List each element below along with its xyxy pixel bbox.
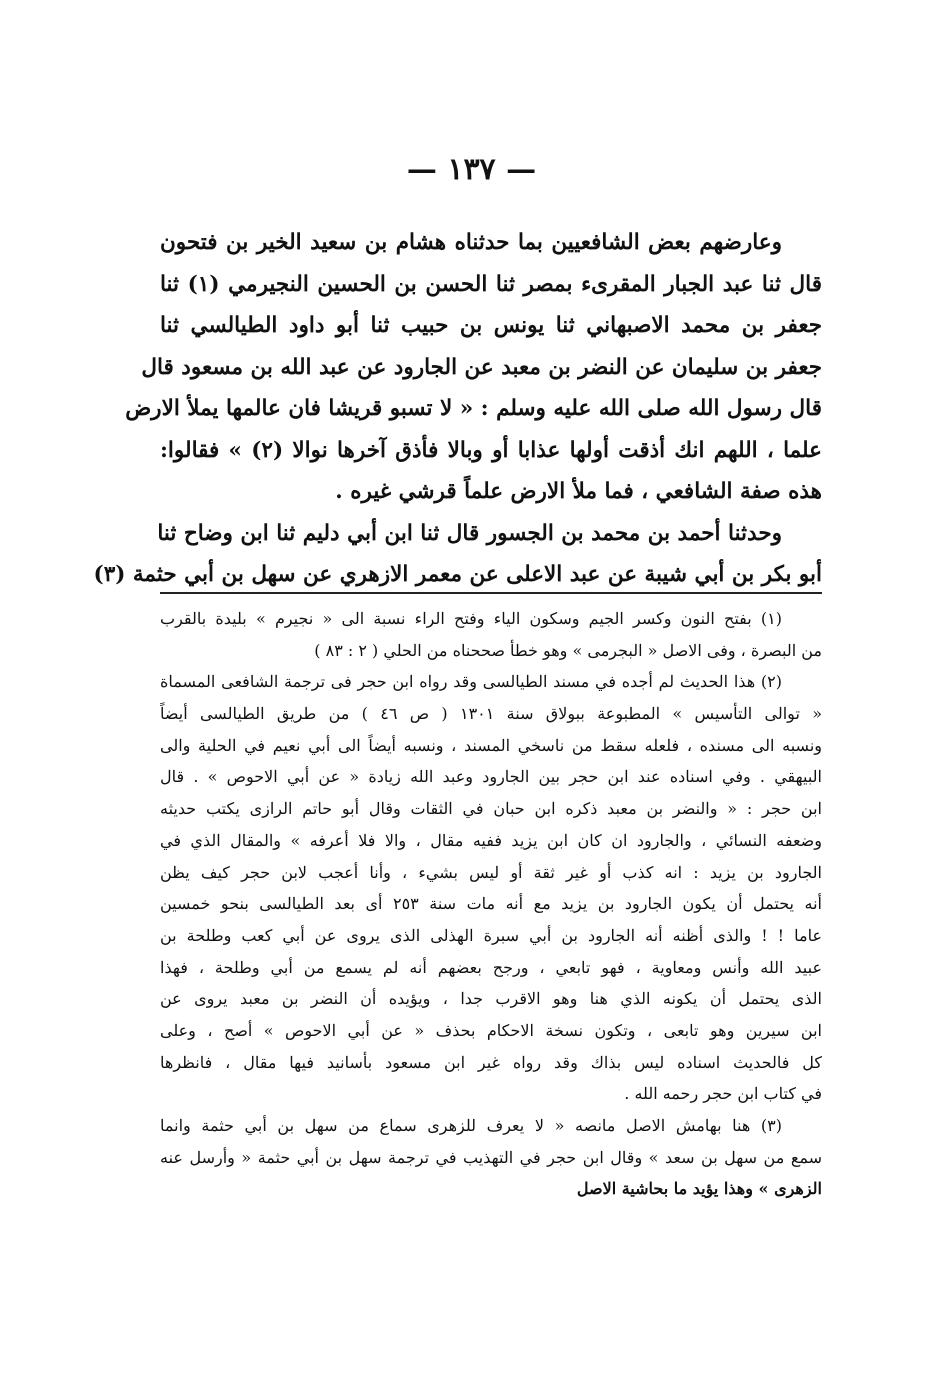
main-text-line: وحدثنا أحمد بن محمد بن الجسور قال ثنا ابن أبي دليم ثنا ابن وضاح ثنا xyxy=(157,520,782,546)
main-text-line: علما ، اللهم انك أذقت أولها عذابا أو وبالا فأذق آخرها نوالا (٢) » فقالوا: xyxy=(160,437,823,463)
footnote-line: الذى يحتمل أن يكونه الذي هنا وهو الاقرب جدا ، ويؤيده أن النضر بن معبد يروى عن xyxy=(160,989,822,1009)
main-text-line: قال رسول الله صلى الله عليه وسلم : « لا تسبو قريشا فان عالمها يملأ الارض xyxy=(125,396,822,421)
footnote-line: البيهقي . وفي اسناده عند ابن حجر بين الجارود وعبد الله زيادة « عن أبي الاحوص » . قال xyxy=(160,767,822,787)
main-text-line: جعفر بن سليمان عن النضر بن معبد عن الجارود عن عبد الله بن مسعود قال xyxy=(141,354,822,380)
footnote-line: (١) بفتح النون وكسر الجيم وسكون الياء وفتح الراء نسبة الى « نجيرم » بليدة بالقرب xyxy=(160,609,782,628)
footnote-line: وضعفه النسائي ، والجارود ان كان ابن يزيد ففيه مقال ، والا فلا أعرفه » والمقال الذي في xyxy=(160,830,822,850)
footnote-line: (٣) هنا بهامش الاصل مانصه « لا يعرف للزهرى سماع من سهل بن أبي حثمة وانما xyxy=(160,1116,782,1135)
footnote-line: عبيد الله وأنس ومعاوية ، فهو تابعي ، ورجح بعضهم أنه لم يسمع من أبي وطلحة ، فهذا xyxy=(160,957,822,977)
footnote-line: « توالى التأسيس » المطبوعة ببولاق سنة ١٣٠١ ( ص ٤٦ ) من طريق الطيالسى أيضاً xyxy=(160,704,823,724)
footnote-line: عاما ! ! والذى أظنه أنه الجارود بن أبي سبرة الهذلى الذى يروى عن أبي كعب وطلحة بن xyxy=(160,925,822,945)
main-text-line: جعفر بن محمد الاصبهاني ثنا يونس بن حبيب ثنا أبو داود الطيالسي ثنا xyxy=(160,313,822,338)
main-text-line: وعارضهم بعض الشافعيين بما حدثناه هشام بن سعيد الخير بن فتحون xyxy=(160,230,782,255)
main-text xyxy=(93,222,823,596)
footnote-separator xyxy=(160,592,822,594)
footnote-line: سمع من سهل بن سعد » وقال ابن حجر في التهذيب في ترجمة سهل بن أبي حثمة « وأرسل عنه xyxy=(160,1147,822,1167)
footnotes xyxy=(160,603,822,1205)
footnote-line: الزهرى » وهذا يؤيد ما بحاشية الاصل xyxy=(576,1179,822,1199)
footnote-line: أنه يحتمل أن يكون الجارود بن يزيد مع أنه مات سنة ٢٥٣ أى بعد الطيالسى بنحو خمسين xyxy=(160,894,822,914)
footnote-line: (٢) هذا الحديث لم أجده في مسند الطيالسى وقد رواه ابن حجر فى ترجمة الشافعى المسماة xyxy=(160,672,782,692)
footnote-line: ابن حجر : « والنضر بن معبد ذكره ابن حبان في الثقات وقال أبو حاتم الرازى يكتب حديثه xyxy=(160,799,822,819)
footnote-line: من البصرة ، وفى الاصل « البجرمى » وهو خطأ صححناه من الحلي ( ٢ : ٨٣ ) xyxy=(314,640,822,660)
footnote-line: ابن سيرين وهو تابعى ، وتكون نسخة الاحكام بحذف « عن أبي الاحوص » أصح ، وعلى xyxy=(160,1020,822,1040)
footnote-line: في كتاب ابن حجر رحمه الله . xyxy=(624,1084,822,1104)
footnote-line: الجارود بن يزيد : انه كذب أو غير ثقة أو ليس بشيء ، وأنا أعجب لابن حجر كيف يظن xyxy=(160,862,822,882)
page-number: — ١٣٧ — xyxy=(406,152,537,187)
main-text-line: أبو بكر بن أبي شيبة عن عبد الاعلى عن معمر الازهري عن سهل بن أبي حثمة (٣) xyxy=(93,562,822,587)
main-text-line: قال ثنا عبد الجبار المقرىء بمصر ثنا الحسن بن الحسين النجيرمي (١) ثنا xyxy=(160,271,822,297)
footnote-line: ونسبه الى مسنده ، فلعله سقط من ناسخي المسند ، ونسبه أيضاً الى أبي نعيم في الحلية والى xyxy=(160,735,823,755)
main-text-line: هذه صفة الشافعي ، فما ملأ الارض علماً قرشي غيره . xyxy=(335,479,822,504)
footnote-line: كل فالحديث اسناده ليس بذاك وقد رواه غير ابن مسعود بأسانيد فيها مقال ، فانظرها xyxy=(160,1052,822,1072)
